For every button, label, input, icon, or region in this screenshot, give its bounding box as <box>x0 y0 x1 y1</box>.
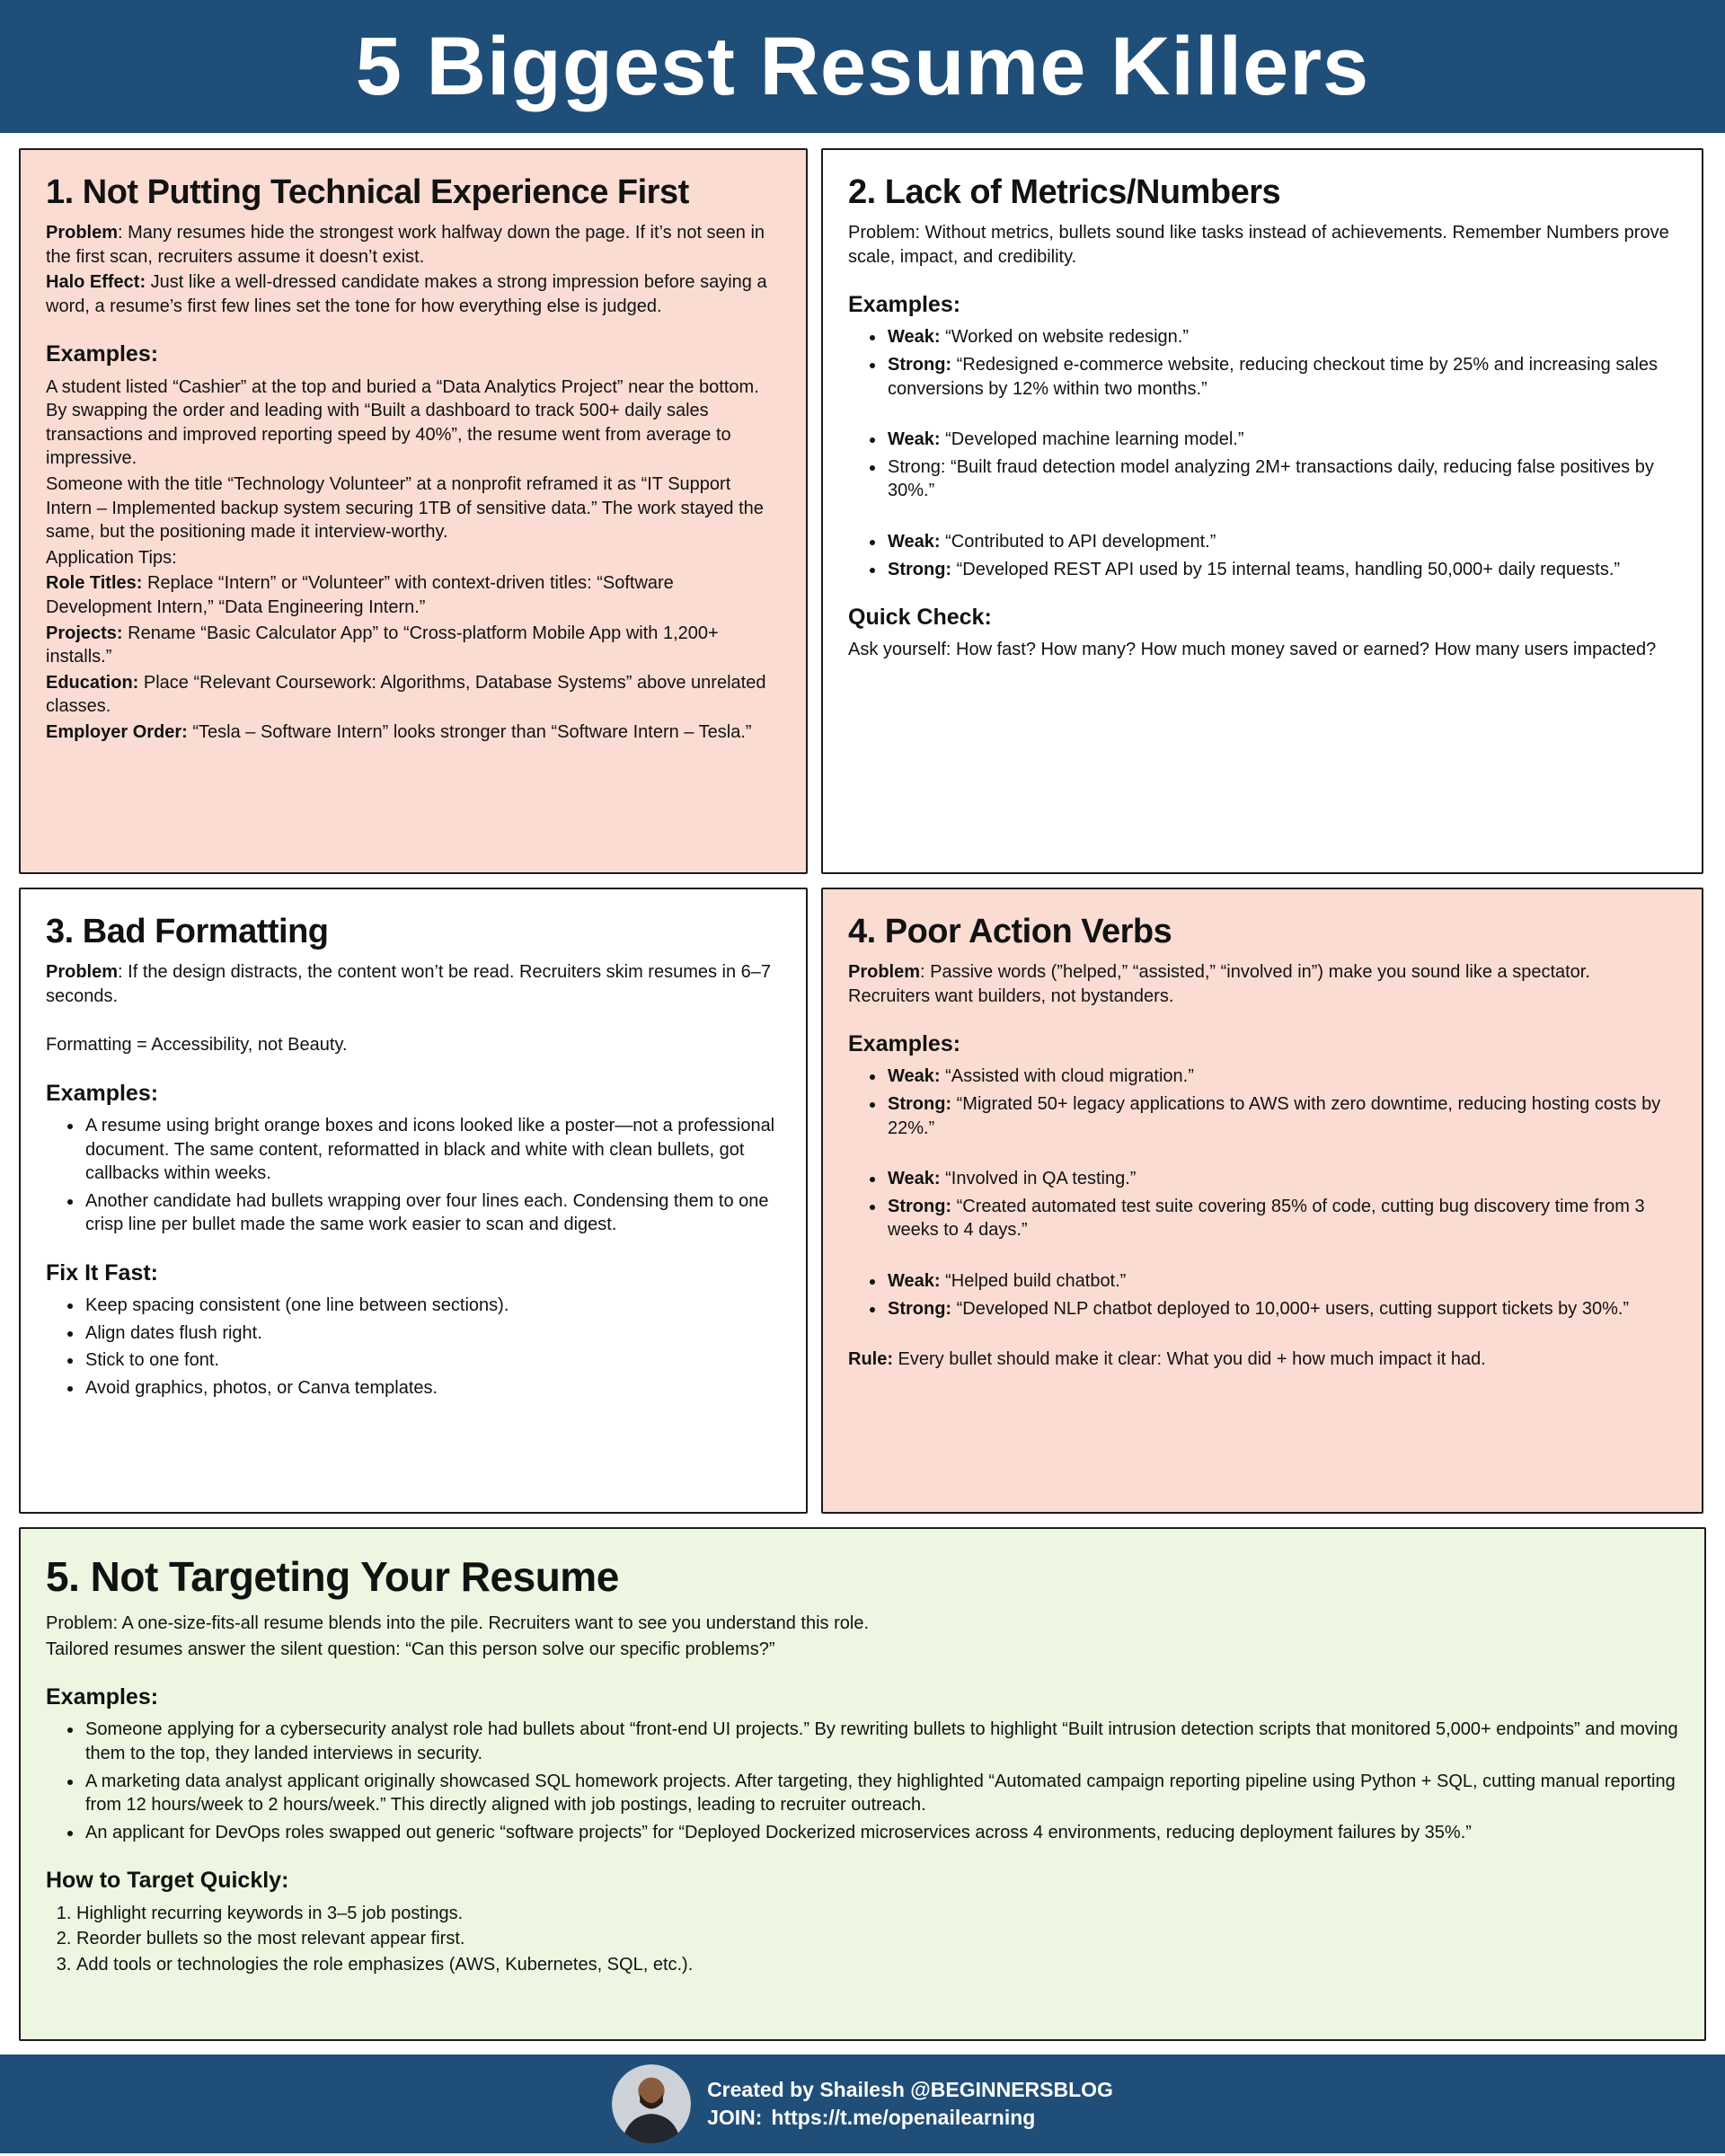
paragraph: Problem: Many resumes hide the strongest work halfway down the page. If it’s not seen in the first scan, recruiters assume it doesn’t exist. <box>46 223 765 267</box>
spacer <box>848 1324 1676 1348</box>
bold-lead: Problem <box>46 223 119 243</box>
bullet-item: • Strong: “Built fraud detection model analyzing 2M+ transactions daily, reducing false positives by 30%.” <box>886 455 1676 503</box>
sub-heading: Fix It Fast: <box>46 1260 159 1286</box>
person-icon <box>612 2064 691 2143</box>
section-title: 1. Not Putting Technical Experience First <box>46 173 689 211</box>
footer-credit: Created by Shailesh @BEGINNERSBLOG <box>707 2077 1113 2101</box>
bold-lead: Weak: <box>888 1271 941 1291</box>
bullet-item: • An applicant for DevOps roles swapped out generic “software projects” for “Deployed Dockerized microservices across 4 environments, reducing deployment failures by 35%.” <box>84 1821 1679 1845</box>
footer-credit-block <box>707 2076 1113 2132</box>
paragraph: Formatting = Accessibility, not Beauty. <box>46 1035 348 1056</box>
paragraph: Problem: Passive words (”helped,” “assisted,” “involved in”) make you sound like a spectator. Recruiters want builders, not bystanders. <box>848 962 1590 1006</box>
bullet-item: • Weak: “Developed machine learning model.” <box>886 428 1676 452</box>
spacer <box>848 1246 1676 1269</box>
bold-lead: Weak: <box>888 532 941 552</box>
section-title: 2. Lack of Metrics/Numbers <box>848 173 1281 211</box>
join-url: https://t.me/openailearning <box>771 2106 1036 2129</box>
bold-lead: Weak: <box>888 1066 941 1087</box>
section-card-metrics <box>821 148 1703 874</box>
bullet-item: • Weak: “Worked on website redesign.” <box>886 325 1676 349</box>
bullet-item: • Weak: “Helped build chatbot.” <box>886 1269 1676 1294</box>
bullet-item: • Someone applying for a cybersecurity analyst role had bullets about “front-end UI projects.” By rewriting bullets to highlight “Built intrusion detection scripts that monitored 5,000+ endpoints” and moving them to the top, they landed interviews in security. <box>84 1718 1679 1765</box>
spacer <box>848 507 1676 530</box>
paragraph: Education: Place “Relevant Coursework: Algorithms, Database Systems” above unrelated classes. <box>46 672 766 717</box>
sub-heading: Quick Check: <box>848 605 992 631</box>
bullet-item: • Stick to one font. <box>84 1348 781 1373</box>
bullet-item: • Strong: “Developed REST API used by 15 internal teams, handling 50,000+ daily requests.” <box>886 558 1676 582</box>
numbered-item: 3. Add tools or technologies the role emphasizes (AWS, Kubernetes, SQL, etc.). <box>76 1953 1679 1977</box>
paragraph: Problem: A one-size-fits-all resume blends into the pile. Recruiters want to see you understand this role. <box>46 1613 870 1633</box>
join-label: JOIN: <box>707 2106 763 2129</box>
bullet-item: • Weak: “Contributed to API development.” <box>886 530 1676 554</box>
footer <box>0 2054 1725 2153</box>
paragraph: Tailored resumes answer the silent question: “Can this person solve our specific problems?” <box>46 1639 775 1659</box>
paragraph: Rule: Every bullet should make it clear: What you did + how much impact it had. <box>848 1349 1486 1370</box>
bullet-item: • Strong: “Redesigned e-commerce website, reducing checkout time by 25% and increasing sales conversions by 12% within two months.” <box>886 353 1676 401</box>
bullet-item: • Keep spacing consistent (one line between sections). <box>84 1294 781 1318</box>
section-card-action-verbs <box>821 888 1703 1514</box>
spacer <box>848 1144 1676 1167</box>
section-body <box>848 960 1676 1372</box>
bold-lead: Strong: <box>888 1094 952 1115</box>
spacer <box>848 404 1676 428</box>
sub-heading: How to Target Quickly: <box>46 1868 289 1894</box>
page-title: 5 Biggest Resume Killers <box>355 20 1370 112</box>
section-card-targeting <box>19 1527 1706 2041</box>
bullet-item: • A resume using bright orange boxes and icons looked like a poster—not a professional document. The same content, reformatted in black and white with clean bullets, got callbacks within weeks. <box>84 1114 781 1186</box>
bullet-item: • A marketing data analyst applicant originally showcased SQL homework projects. After targeting, they highlighted “Automated campaign reporting pipeline using Python + SQL, cutting manual reporting from 12 hours/week to 2 hours/week.” This directly aligned with job postings, leading to recruiter outreach. <box>84 1770 1679 1817</box>
bullet-list <box>848 1065 1676 1140</box>
sub-heading: Examples: <box>848 1031 961 1057</box>
numbered-item: 1. Highlight recurring keywords in 3–5 job postings. <box>76 1902 1679 1926</box>
bold-lead: Weak: <box>888 327 941 348</box>
bold-lead: Employer Order: <box>46 721 188 742</box>
section-body <box>848 221 1676 662</box>
section-body <box>46 960 781 1401</box>
numbered-item: 2. Reorder bullets so the most relevant appear first. <box>76 1927 1679 1951</box>
spacer <box>46 1010 781 1033</box>
bold-lead: Problem <box>46 962 119 982</box>
section-body <box>46 221 781 745</box>
bullet-item: • Another candidate had bullets wrapping over four lines each. Condensing them to one crisp line per bullet made the same work easier to scan and digest. <box>84 1189 781 1237</box>
bullet-list <box>46 1718 1679 1844</box>
bold-lead: Halo Effect: <box>46 272 146 293</box>
paragraph: Someone with the title “Technology Volunteer” at a nonprofit reframed it as “IT Support Intern – Implemented backup system securing 1TB of sensitive data.” The work stayed the same, but the positioning made it interview-worthy. <box>46 474 764 543</box>
section-body <box>46 1612 1679 1976</box>
bold-lead: Role Titles: <box>46 573 143 594</box>
section-title: 5. Not Targeting Your Resume <box>46 1553 619 1600</box>
section-card-formatting <box>19 888 808 1514</box>
sub-heading: Examples: <box>46 341 159 367</box>
bullet-item: • Avoid graphics, photos, or Canva templates. <box>84 1376 781 1401</box>
bold-lead: Strong: <box>888 1298 952 1319</box>
sub-heading: Examples: <box>848 292 961 318</box>
bold-lead: Strong: <box>888 1196 952 1216</box>
bold-lead: Projects: <box>46 623 123 643</box>
bullet-item: • Strong: “Created automated test suite covering 85% of code, cutting bug discovery time from 3 weeks to 4 days.” <box>886 1195 1676 1242</box>
paragraph: A student listed “Cashier” at the top and buried a “Data Analytics Project” near the bottom. By swapping the order and leading with “Built a dashboard to track 500+ daily sales transactions and improved reporting speed by 40%”, the resume went from average to impressive. <box>46 376 759 469</box>
section-title: 4. Poor Action Verbs <box>848 913 1172 950</box>
sub-heading: Examples: <box>46 1080 159 1106</box>
paragraph: Application Tips: <box>46 547 177 568</box>
paragraph: Problem: Without metrics, bullets sound like tasks instead of achievements. Remember Numbers prove scale, impact, and credibility. <box>848 223 1669 267</box>
bullet-list <box>848 530 1676 581</box>
paragraph: Employer Order: “Tesla – Software Intern” looks stronger than “Software Intern – Tesla.” <box>46 721 752 742</box>
paragraph: Projects: Rename “Basic Calculator App” to “Cross-platform Mobile App with 1,200+ installs.” <box>46 623 719 667</box>
bullet-list <box>848 428 1676 503</box>
bullet-list <box>848 325 1676 401</box>
bold-lead: Problem <box>848 962 921 982</box>
bullet-list <box>848 1269 1676 1321</box>
bullet-list <box>848 1167 1676 1242</box>
bold-lead: Weak: <box>888 429 941 450</box>
bullet-item: • Strong: “Migrated 50+ legacy applications to AWS with zero downtime, reducing hosting costs by 22%.” <box>886 1092 1676 1140</box>
avatar <box>612 2064 691 2143</box>
bullet-list <box>46 1294 781 1400</box>
content-grid <box>0 133 1725 1527</box>
bullet-item: • Weak: “Involved in QA testing.” <box>886 1167 1676 1191</box>
header-banner <box>0 0 1725 133</box>
paragraph: Ask yourself: How fast? How many? How much money saved or earned? How many users impacted? <box>848 640 1657 660</box>
bold-lead: Strong: <box>888 355 952 376</box>
section-title: 3. Bad Formatting <box>46 913 329 950</box>
paragraph: Problem: If the design distracts, the content won’t be read. Recruiters skim resumes in 6–7 seconds. <box>46 962 772 1006</box>
numbered-list <box>46 1902 1679 1977</box>
footer-join <box>707 2104 1113 2132</box>
sub-heading: Examples: <box>46 1684 159 1710</box>
bullet-list <box>46 1114 781 1237</box>
bold-lead: Education: <box>46 672 139 693</box>
bullet-item: • Strong: “Developed NLP chatbot deployed to 10,000+ users, cutting support tickets by 30%.” <box>886 1297 1676 1321</box>
bold-lead: Strong: <box>888 559 952 579</box>
bold-lead: Weak: <box>888 1169 941 1189</box>
bullet-item: • Weak: “Assisted with cloud migration.” <box>886 1065 1676 1089</box>
bold-lead: Rule: <box>848 1349 893 1370</box>
paragraph: Halo Effect: Just like a well-dressed candidate makes a strong impression before saying a word, a resume’s first few lines set the tone for how everything else is judged. <box>46 272 767 316</box>
paragraph: Role Titles: Replace “Intern” or “Volunteer” with context-driven titles: “Software Development Intern,” “Data Engineering Intern.” <box>46 573 674 617</box>
section-card-technical-experience <box>19 148 808 874</box>
bullet-item: • Align dates flush right. <box>84 1321 781 1346</box>
